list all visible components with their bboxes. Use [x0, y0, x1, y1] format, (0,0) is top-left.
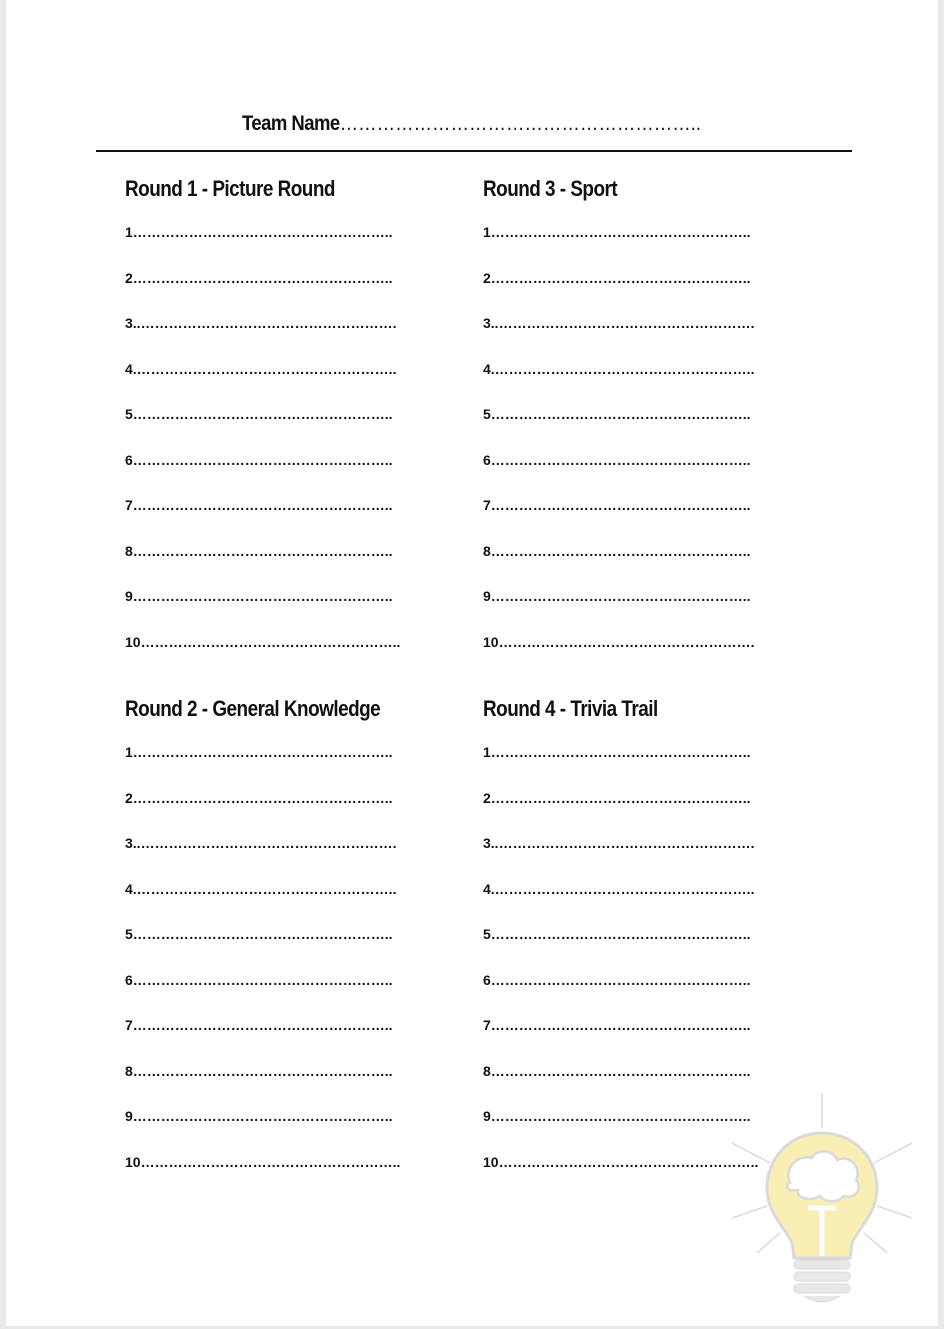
answer-line[interactable]: 1………………………………………………..: [125, 224, 393, 240]
answer-lines: [125, 224, 470, 679]
answer-line[interactable]: 6………………………………………………..: [483, 451, 751, 468]
answer-line[interactable]: 6………………………………………………..: [483, 971, 751, 988]
round-3-section: [483, 176, 828, 679]
answer-line[interactable]: 5………………………………………………..: [125, 926, 393, 942]
answer-line[interactable]: 2………………………………………………..: [483, 269, 751, 286]
answer-line[interactable]: 7………………………………………………..: [125, 497, 393, 513]
answer-line[interactable]: 10………………………………………………..: [125, 633, 401, 650]
header-divider: [96, 150, 852, 152]
answer-line[interactable]: 8………………………………………………..: [483, 1062, 751, 1079]
answer-line[interactable]: 2………………………………………………..: [483, 789, 751, 806]
round-2-section: [125, 696, 470, 1199]
answer-line[interactable]: 1………………………………………………..: [483, 744, 751, 760]
answer-line[interactable]: 5………………………………………………..: [483, 926, 751, 942]
answer-line[interactable]: 3..……………………………………………….: [483, 315, 755, 331]
round-title: Round 4 - Trivia Trail: [483, 696, 658, 721]
answer-line[interactable]: 5………………………………………………..: [483, 406, 751, 422]
round-title: Round 1 - Picture Round: [125, 176, 335, 201]
answer-line[interactable]: 9………………………………………………..: [125, 1108, 393, 1124]
answer-line[interactable]: 7………………………………………………..: [483, 1017, 751, 1033]
answer-line[interactable]: 9………………………………………………..: [125, 588, 393, 604]
answer-line[interactable]: 5………………………………………………..: [125, 406, 393, 422]
answer-line[interactable]: 6………………………………………………..: [125, 451, 393, 468]
answer-line[interactable]: 6………………………………………………..: [125, 971, 393, 988]
answer-line[interactable]: 3..……………………………………………….: [125, 315, 397, 331]
answer-line[interactable]: 4.………………………………………………..: [125, 880, 397, 897]
answer-line[interactable]: 4.………………………………………………..: [125, 360, 397, 377]
answer-line[interactable]: 9………………………………………………..: [483, 1108, 751, 1124]
team-name-dotted-line: …………………………………………………..: [339, 112, 702, 135]
answer-line[interactable]: 7………………………………………………..: [125, 1017, 393, 1033]
answer-line[interactable]: 8………………………………………………..: [125, 542, 393, 559]
team-name-field[interactable]: [242, 112, 701, 136]
answer-lines: [483, 224, 828, 679]
answer-line[interactable]: 4.………………………………………………..: [483, 880, 755, 897]
answer-line[interactable]: 1………………………………………………..: [125, 744, 393, 760]
answer-lines: [125, 744, 470, 1199]
round-1-section: [125, 176, 470, 679]
answer-line[interactable]: 9………………………………………………..: [483, 588, 751, 604]
answer-line[interactable]: 8………………………………………………..: [125, 1062, 393, 1079]
round-title: Round 3 - Sport: [483, 176, 618, 201]
lightbulb-brain-icon: [722, 1088, 922, 1308]
answer-line[interactable]: 10………………………………………………..: [483, 1153, 759, 1170]
round-title: Round 2 - General Knowledge: [125, 696, 381, 721]
quiz-answer-sheet: [6, 0, 938, 1326]
team-name-label: Team Name: [242, 112, 340, 135]
answer-line[interactable]: 4.………………………………………………..: [483, 360, 755, 377]
answer-line[interactable]: 2………………………………………………..: [125, 789, 393, 806]
answer-line[interactable]: 3..……………………………………………….: [483, 835, 755, 851]
answer-line[interactable]: 8………………………………………………..: [483, 542, 751, 559]
answer-line[interactable]: 10……………………………………………….: [483, 633, 755, 650]
answer-line[interactable]: 2………………………………………………..: [125, 269, 393, 286]
answer-line[interactable]: 3..……………………………………………….: [125, 835, 397, 851]
answer-line[interactable]: 1………………………………………………..: [483, 224, 751, 240]
answer-line[interactable]: 10………………………………………………..: [125, 1153, 401, 1170]
answer-line[interactable]: 7………………………………………………..: [483, 497, 751, 513]
